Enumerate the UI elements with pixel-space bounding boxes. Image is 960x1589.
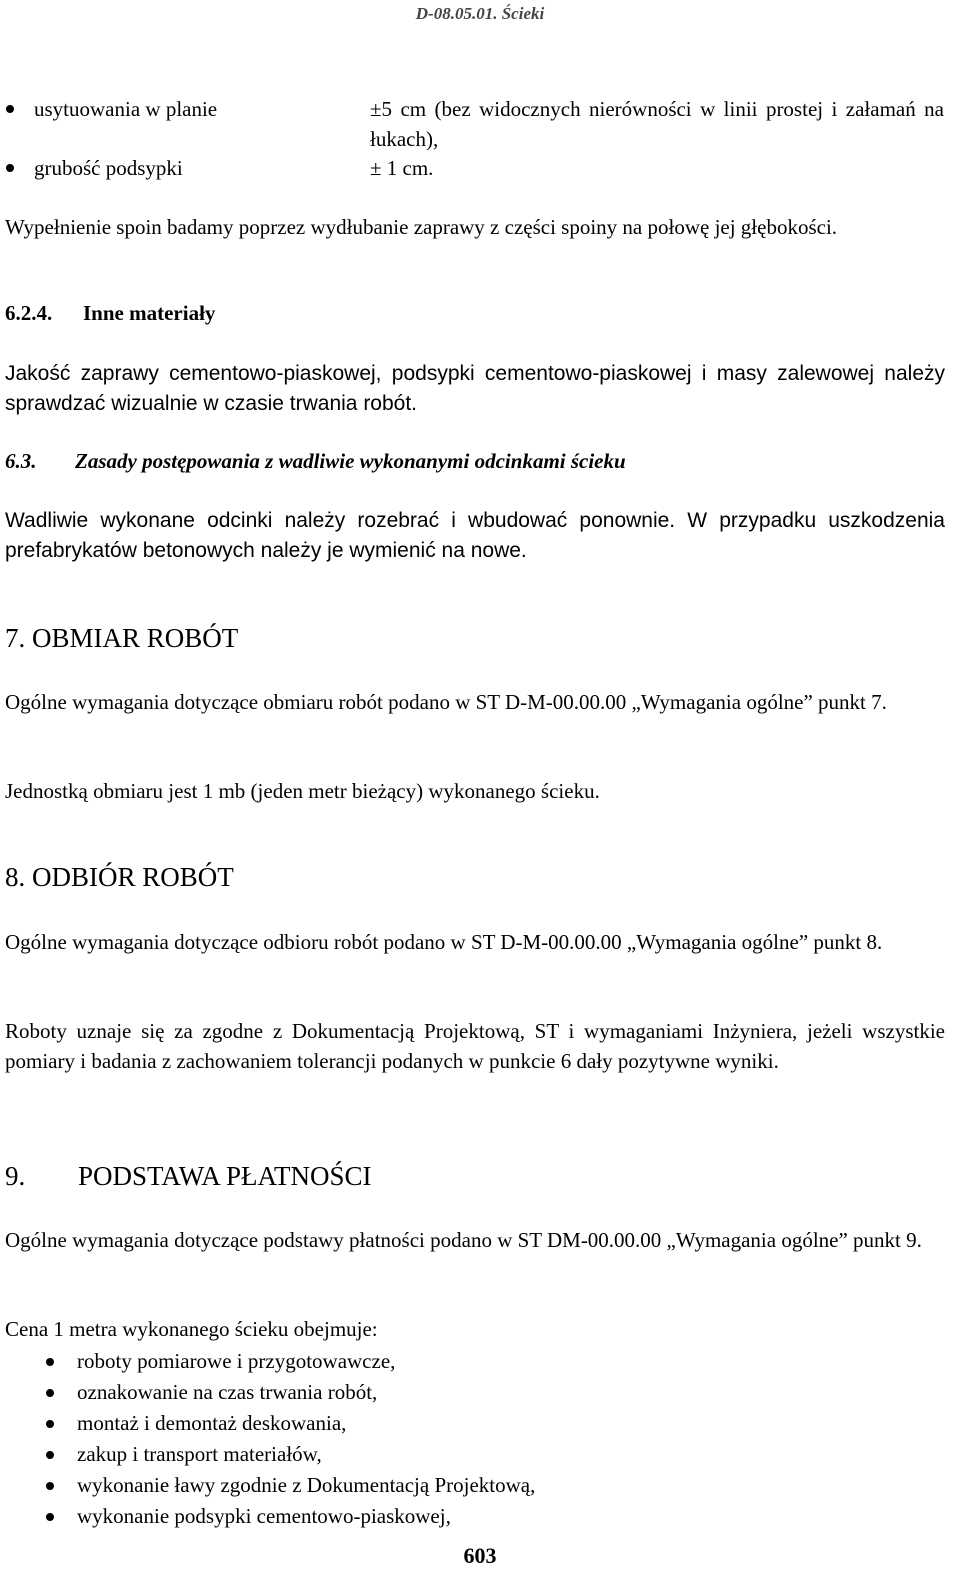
section-7-paragraph-1: Ogólne wymagania dotyczące obmiaru robót podano w ST D-M-00.00.00 „Wymagania ogólne” punkt 7. bbox=[5, 690, 887, 714]
section-title: Inne materiały bbox=[83, 301, 216, 325]
section-6-2-4-text: Jakość zaprawy cementowo-piaskowej, podsypki cementowo-piaskowej i masy zalewowej należy sprawdzać wizualnie w czasie trwania robót. bbox=[5, 362, 945, 415]
section-heading-8: 8. ODBIÓR ROBÓT bbox=[5, 862, 234, 892]
section-title: PODSTAWA PŁATNOŚCI bbox=[78, 1161, 372, 1191]
tolerance-label: usytuowania w planie bbox=[34, 97, 218, 121]
section-heading-6-2-4 bbox=[5, 301, 215, 326]
section-7-paragraph-2: Jednostką obmiaru jest 1 mb (jeden metr bieżący) wykonanego ścieku. bbox=[5, 779, 600, 803]
fill-check-paragraph: Wypełnienie spoin badamy poprzez wydłubanie zaprawy z części spoiny na połowę jej głębokości. bbox=[5, 215, 838, 239]
list-item: zakup i transport materiałów, bbox=[0, 1439, 960, 1470]
page-number: 603 bbox=[463, 1543, 497, 1568]
bullet-icon bbox=[46, 1358, 54, 1366]
section-heading-9 bbox=[5, 1161, 371, 1192]
section-9-paragraph-1: Ogólne wymagania dotyczące podstawy płatności podano w ST DM-00.00.00 „Wymagania ogólne” punkt 9. bbox=[5, 1228, 922, 1252]
section-9-paragraph-2: Cena 1 metra wykonanego ścieku obejmuje: bbox=[5, 1317, 378, 1341]
section-heading-7: 7. OBMIAR ROBÓT bbox=[5, 623, 239, 653]
bullet-icon bbox=[46, 1513, 54, 1521]
bullet-icon bbox=[46, 1389, 54, 1397]
section-heading-6-3 bbox=[5, 449, 626, 474]
bullet-icon bbox=[46, 1482, 54, 1490]
section-number: 9. bbox=[5, 1161, 26, 1191]
list-item: wykonanie ławy zgodnie z Dokumentacją Projektową, bbox=[0, 1470, 960, 1501]
list-item: oznakowanie na czas trwania robót, bbox=[0, 1377, 960, 1408]
tolerance-value: ± 1 cm. bbox=[370, 156, 434, 180]
section-number: 6.2.4. bbox=[5, 301, 53, 325]
list-item: montaż i demontaż deskowania, bbox=[0, 1408, 960, 1439]
bullet-icon bbox=[46, 1420, 54, 1428]
bullet-icon bbox=[46, 1451, 54, 1459]
price-items-list bbox=[0, 1346, 960, 1532]
section-title: Zasady postępowania z wadliwie wykonanymi odcinkami ścieku bbox=[75, 449, 626, 473]
section-8-paragraph-2: Roboty uznaje się za zgodne z Dokumentacją Projektową, ST i wymaganiami Inżyniera, jeżeli wszystkie pomiary i badania z zachowaniem tolerancji podanych w punkcie 6 dały pozytywne wyniki. bbox=[5, 1019, 945, 1073]
section-6-3-text: Wadliwie wykonane odcinki należy rozebrać i wbudować ponownie. W przypadku uszkodzenia prefabrykatów betonowych należy je wymienić na nowe. bbox=[5, 509, 945, 562]
bullet-icon bbox=[6, 105, 14, 113]
running-header: D-08.05.01. Ścieki bbox=[415, 4, 545, 23]
section-8-paragraph-1: Ogólne wymagania dotyczące odbioru robót podano w ST D-M-00.00.00 „Wymagania ogólne” punkt 8. bbox=[5, 930, 883, 954]
list-item: roboty pomiarowe i przygotowawcze, bbox=[0, 1346, 960, 1377]
tolerance-label: grubość podsypki bbox=[34, 156, 183, 180]
list-item: wykonanie podsypki cementowo-piaskowej, bbox=[0, 1501, 960, 1532]
tolerance-value: ±5 cm (bez widocznych nierówności w linii prostej i załamań na łukach), bbox=[370, 97, 944, 151]
section-number: 6.3. bbox=[5, 449, 37, 473]
bullet-icon bbox=[6, 164, 14, 172]
